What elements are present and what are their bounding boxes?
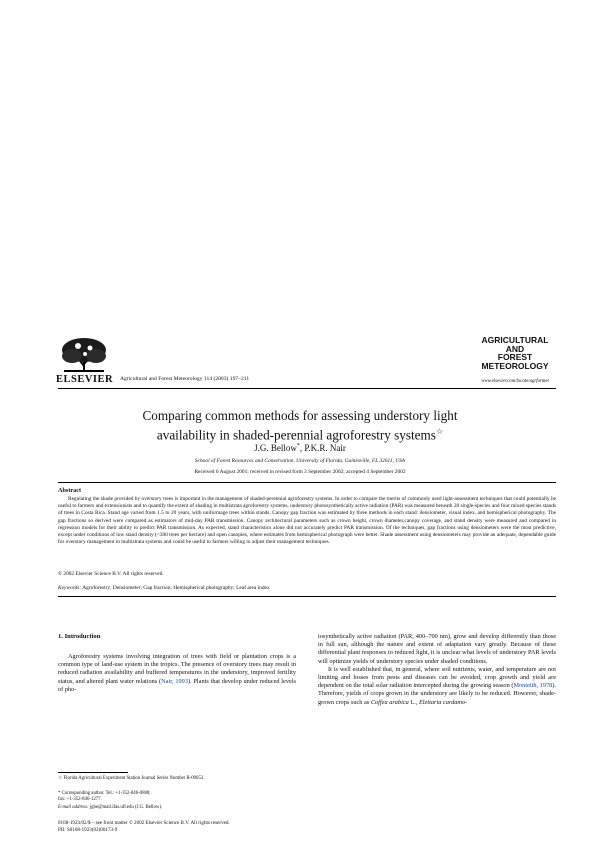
keywords-label: Keywords: — [58, 585, 82, 591]
journal-citation: Agricultural and Forest Meteorology 114 (2003) 197–211 — [120, 376, 250, 382]
species-name: Elettaria cardamo- — [418, 698, 468, 706]
keywords-list: Agroforestry; Densiometer; Gap fraction; Hemispherical photography; Leaf area index — [82, 585, 270, 591]
footnote-divider — [58, 772, 128, 773]
footnote-line: * Corresponding author. Tel.: +1-352-846-0888; — [58, 791, 151, 796]
email-address[interactable]: jgbe@mail.ifas.ufl.edu (J.G. Bellow). — [88, 805, 163, 810]
pii-line: PII: S0168-1923(02)00173-9 — [58, 826, 118, 833]
author-separator: , — [299, 443, 305, 453]
header-divider — [58, 388, 556, 389]
citation-link[interactable]: Nair, 1993 — [161, 677, 188, 685]
paragraph-text: tosynthetically active radiation (PAR, 400–700 nm), grow and develop differently than those in full sun, although the nature and extent of adaptation vary greatly. Because of these differential plant responses to reduced light, it is unclear what levels of understory PAR levels will optimize yields of understory species under shaded conditions. — [318, 633, 556, 665]
footnote-email — [58, 805, 296, 811]
publisher-name: ELSEVIER — [56, 374, 114, 385]
paragraph-text: ). Therefore, yields of crops grown in the understory are likely to be reduced. However, shade-grown crops such as — [318, 682, 556, 706]
paragraph-text: L., — [408, 698, 419, 706]
right-column — [318, 633, 556, 707]
title-line: availability in shaded-perennial agroforestry systems — [156, 426, 436, 442]
paragraph-text: Agroforestry systems involving integration of trees with field or plantation crops is a common type of land-use system in the tropics. The presence of overstory trees may result in reduced radiation availability and buffered temperatures in the understory, improved fertility status, and altered plant water relations ( — [58, 653, 296, 685]
author-name: P.K.R. Nair — [304, 443, 346, 453]
email-label: E-mail address: — [58, 805, 89, 810]
journal-title-line: AGRICULTURAL — [481, 335, 549, 345]
issn-block — [58, 820, 230, 834]
footnote-title: ☆ Florida Agricultural Experiment Station Journal Series Number R-09053. — [58, 776, 205, 781]
article-title — [80, 408, 520, 442]
title-line: Comparing common methods for assessing understory light — [142, 408, 458, 423]
title-footnote-mark[interactable]: ☆ — [435, 426, 444, 436]
left-column — [58, 653, 296, 694]
journal-url[interactable]: www.elsevier.com/locate/agrformet — [481, 379, 549, 384]
title-line-2 — [80, 424, 520, 443]
issn-line: 0168-1923/02/$ – see front matter © 2002 Elsevier Science B.V. All rights reserved. — [58, 820, 230, 826]
species-name: Coffea arabica — [370, 698, 409, 706]
author-name: J.G. Bellow — [254, 443, 297, 453]
journal-title — [474, 336, 556, 370]
footnote-corresponding — [58, 791, 296, 803]
received-dates: Received 6 August 2001; received in revised form 3 September 2002; accepted 4 September 2002 — [194, 469, 406, 475]
abstract-divider — [58, 482, 556, 483]
authors — [80, 443, 520, 453]
abstract-text: Regulating the shade provided by overstory trees is important in the management of shaded-perennial agroforestry systems. In order to compare the merits of commonly used light-assessment techniques that could potentially be useful to farmers and extensionists and to quantify the extent of shading in multistrata agroforestry systems, understory photosynthetically active radiation (PAR) was measured beneath 28 single-species and four mixed species stands of trees in Costa Rica. Stand age varied from 1.5 to 20 years, with uniformage trees within stands. Canopy gap fraction was estimated by three methods in each stand: densiometer, visual index, and hemispherical photography. The gap fractions so derived were compared as estimators of mid-day PAR transmission. Canopy architectural parameters such as crown height, crown diameter,canopy coverage, and stand density were measured and compared in regression models for their ability to predict PAR transmission. As expected, stand characteristics alone did not accurately predict PAR transmission. Of the techniques, gap fractions using densiometers were the most predictive, except under conditions of low stand density (<300 trees per hectare) and open canopies, where estimates from hemispherical photograph were better. Shade assessment using densiometers may provide an adequate, dependable guide for overstory management in multistrata systems and could be useful to farmers willing to adjust their management techniques. — [58, 496, 556, 546]
abstract-body — [58, 496, 556, 546]
abstract-copyright: © 2002 Elsevier Science B.V. All rights reserved. — [58, 571, 164, 577]
keywords — [58, 585, 270, 591]
paragraph-text: It is well established that, in general, where soil nutrients, water, and temperature are not limiting and losses from pests and diseases can be avoided, crop growth and yield are dependent on the total solar radiation intercepted during the growing season ( — [318, 665, 556, 690]
journal-title-line: AND — [505, 343, 525, 354]
journal-title-line: METEOROLOGY — [481, 360, 549, 371]
paragraph-text: ). Plants that develop under reduced levels of pho- — [58, 677, 296, 693]
corresponding-mark[interactable]: * — [296, 443, 300, 449]
section-heading: 1. Introduction — [58, 633, 101, 640]
keywords-divider — [58, 596, 556, 597]
citation-link[interactable]: Monteith, 1978 — [513, 682, 553, 690]
paragraph — [318, 633, 556, 666]
journal-title-line: FOREST — [497, 352, 533, 363]
affiliation: School of Forest Resources and Conservation, University of Florida, Gainesville, FL 32611, USA — [194, 458, 406, 464]
paragraph — [318, 666, 556, 707]
footnote-line: fax: +1-352-846-1277. — [58, 797, 102, 802]
abstract-heading: Abstract — [58, 487, 82, 494]
